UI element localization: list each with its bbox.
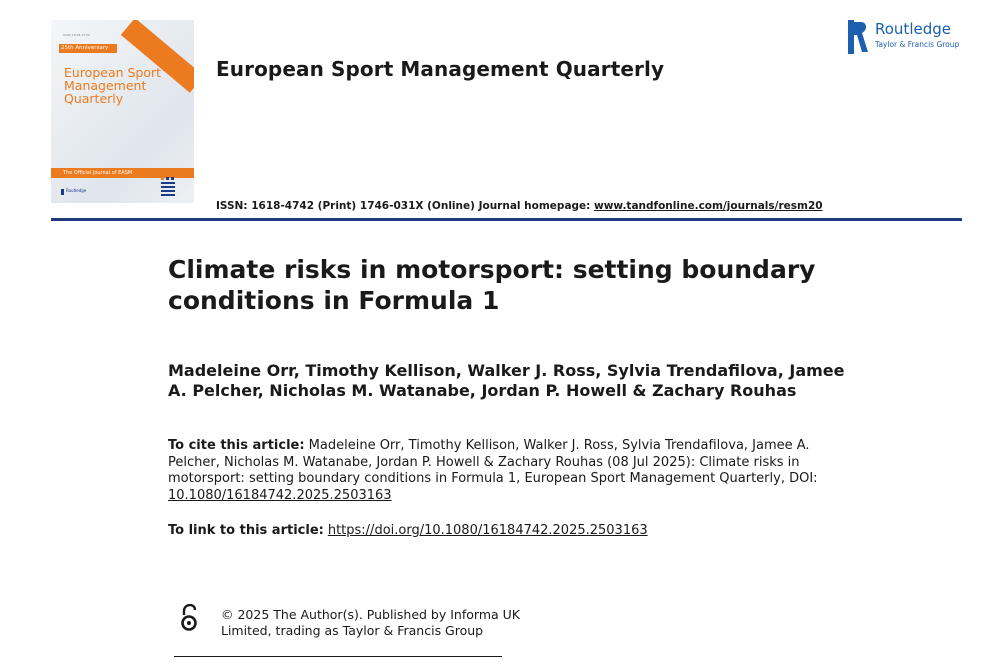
publisher-logo[interactable] [848, 20, 964, 54]
publisher-name: Routledge [875, 20, 951, 38]
citation-label: To cite this article: [168, 438, 305, 453]
citation-doi-link[interactable]: 10.1080/16184742.2025.2503163 [168, 487, 392, 503]
journal-cover [51, 20, 194, 203]
issn-line [216, 200, 823, 212]
issn-text: ISSN: 1618-4742 (Print) 1746-031X (Online) Journal homepage: [216, 200, 595, 212]
easm-logo-icon [159, 175, 177, 197]
journal-name: European Sport Management Quarterly [216, 57, 665, 81]
publisher-subtitle: Taylor & Francis Group [875, 40, 960, 49]
cover-anniversary-band: 25th Anniversary [59, 44, 117, 53]
citation-block [168, 438, 848, 504]
cover-title-line: European Sport [64, 65, 162, 80]
cover-official-journal: The Official Journal of EASM [51, 168, 194, 178]
article-authors: Madeleine Orr, Timothy Kellison, Walker J. Ross, Sylvia Trendafilova, Jamee A. Pelcher, Nicholas M. Watanabe, Jordan P. Howell & Zachary Rouhas [168, 361, 845, 400]
cover-title-line: Management [64, 78, 147, 93]
citation-text: Madeleine Orr, Timothy Kellison, Walker J. Ross, Sylvia Trendafilova, Jamee A. Pelcher, Nicholas M. Watanabe, Jordan P. Howell & Zachary Rouhas (08 Jul 2025): Climate risks in motorsport: setting boundary conditions in Formula 1, European Sport Management Quarterly, DOI: [168, 438, 818, 486]
article-doi-url-link[interactable]: https://doi.org/10.1080/16184742.2025.2503163 [327, 523, 648, 538]
article-link-label: To link to this article: [168, 523, 324, 538]
article-link-line [168, 523, 648, 538]
footer-divider [174, 656, 502, 657]
journal-homepage-link[interactable]: www.tandfonline.com/journals/resm20 [594, 200, 823, 212]
cover-publisher-mark [61, 189, 64, 195]
header-divider [51, 218, 962, 221]
open-access-icon [180, 604, 198, 632]
cover-issn: ISSN 1618-4742 [63, 33, 91, 37]
routledge-r-icon [848, 20, 870, 54]
article-title: Climate risks in motorsport: setting boundary conditions in Formula 1 [168, 255, 816, 315]
cover-title [64, 66, 174, 105]
copyright-notice: © 2025 The Author(s). Published by Informa UK Limited, trading as Taylor & Francis Group [221, 607, 520, 638]
cover-title-line: Quarterly [64, 91, 124, 106]
cover-publisher: Routledge [66, 188, 87, 193]
